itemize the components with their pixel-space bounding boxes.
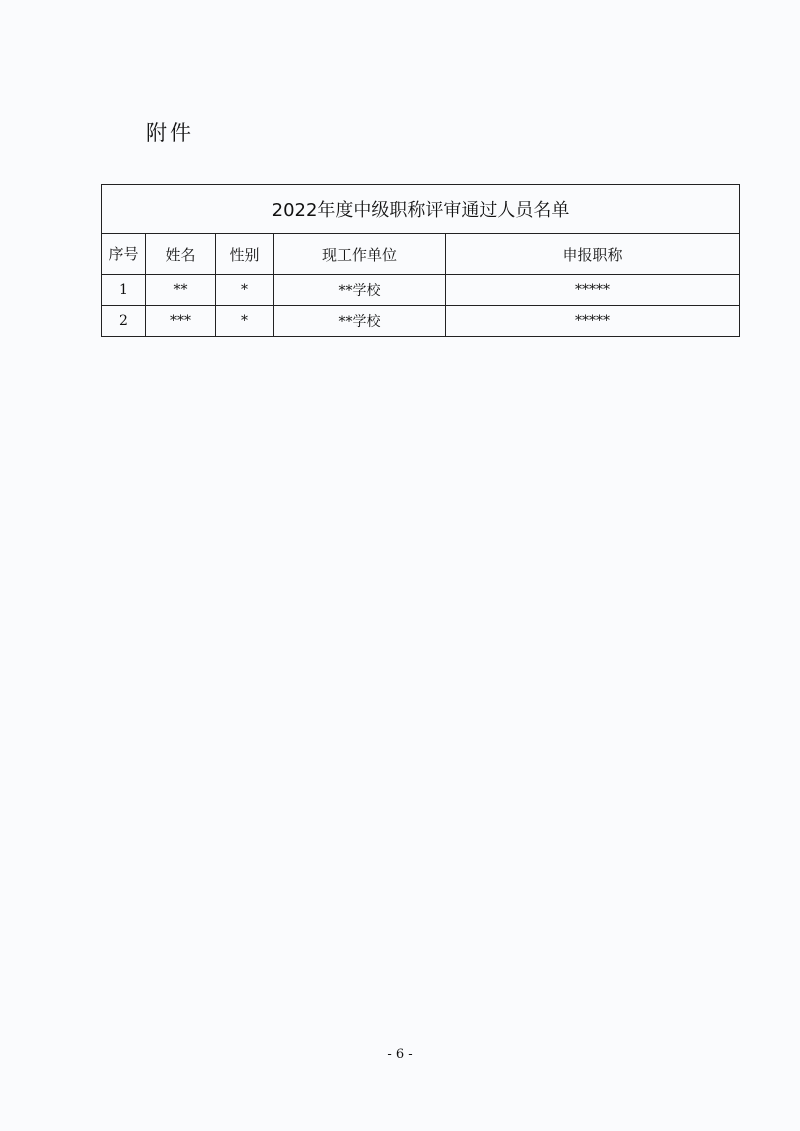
results-table (101, 184, 740, 337)
cell-gender: * (216, 306, 274, 337)
column-header-title-applied: 申报职称 (446, 234, 740, 275)
cell-title-applied: ***** (446, 306, 740, 337)
column-header-sequence: 序号 (102, 234, 146, 275)
cell-sequence: 2 (102, 306, 146, 337)
cell-sequence: 1 (102, 275, 146, 306)
page-number: - 6 - (387, 1047, 413, 1062)
cell-name: ** (146, 275, 216, 306)
cell-title-applied: ***** (446, 275, 740, 306)
cell-workplace: **学校 (274, 275, 446, 306)
table-header-row (102, 234, 740, 275)
attachment-label: 附件 (146, 121, 194, 145)
results-table-container (101, 184, 739, 337)
table-row (102, 275, 740, 306)
cell-gender: * (216, 275, 274, 306)
table-row (102, 306, 740, 337)
column-header-name: 姓名 (146, 234, 216, 275)
column-header-gender: 性别 (216, 234, 274, 275)
column-header-workplace: 现工作单位 (274, 234, 446, 275)
cell-name: *** (146, 306, 216, 337)
table-title: 2022年度中级职称评审通过人员名单 (102, 185, 740, 234)
cell-workplace: **学校 (274, 306, 446, 337)
